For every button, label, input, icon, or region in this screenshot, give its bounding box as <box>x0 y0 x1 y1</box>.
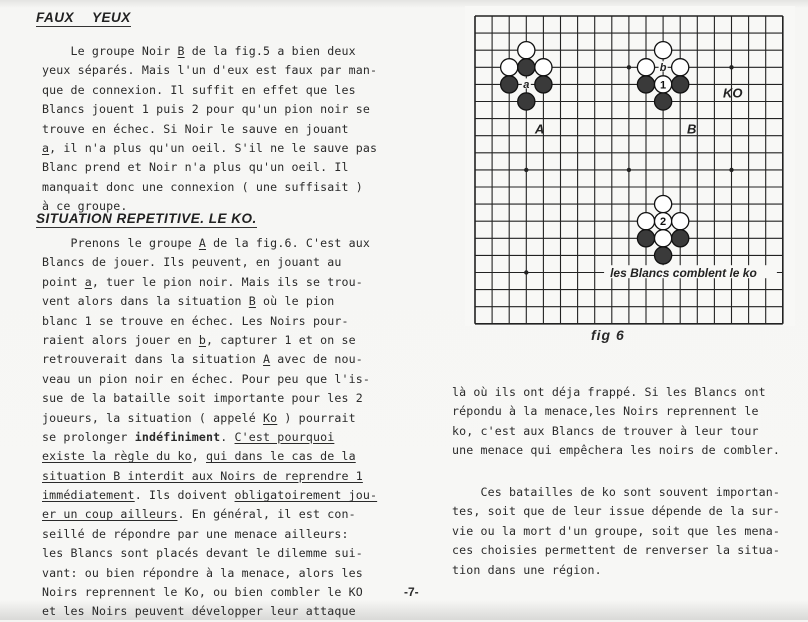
text-line <box>42 544 377 563</box>
text-line <box>42 602 377 621</box>
text-run: Prenons le groupe <box>42 236 199 250</box>
black-stone <box>655 93 672 110</box>
diagram-annotation: KO <box>722 85 743 101</box>
text-run: les Blancs sont placés devant le dilemme sui- <box>42 546 363 561</box>
text-run: vie ou la mort d'un groupe, soit que les mena- <box>452 523 780 538</box>
text-line <box>42 389 377 408</box>
diagram-annotation: A <box>534 121 545 137</box>
text-run: que de connexion. Il suffit en effet que les <box>42 82 356 97</box>
text-line <box>42 253 377 272</box>
text-run: yeux séparés. Mais l'un d'eux est faux par man- <box>42 63 378 78</box>
diagram-annotation: B <box>687 121 697 137</box>
text-line <box>452 483 780 502</box>
text-line <box>42 428 377 447</box>
star-point <box>627 168 631 172</box>
paragraph-ko-explanation <box>42 234 377 622</box>
text-run: retrouverait dans la situation <box>42 352 264 367</box>
text-run: raient alors jouer en <box>42 332 199 347</box>
black-stone <box>637 76 654 93</box>
text-line <box>452 522 780 541</box>
text-run: , il n'a plus qu'un oeil. S'il ne le sauve pas <box>49 140 378 155</box>
go-board-diagram <box>465 6 795 326</box>
black-stone <box>672 230 689 247</box>
text-line <box>42 292 377 311</box>
underlined-text: B <box>248 294 256 309</box>
text-run: . En général, il est con- <box>177 507 356 522</box>
text-run: manquait donc une connexion ( une suffisait ) <box>42 179 363 194</box>
black-stone <box>655 247 672 264</box>
diagram-annotation: les Blancs comblent le ko <box>610 266 757 281</box>
text-run: , capturer 1 et on se <box>206 332 356 347</box>
star-point <box>729 65 733 69</box>
underlined-text: A <box>263 352 271 367</box>
text-run: Blancs de jouer. Ils peuvent, en jouant au <box>42 255 342 270</box>
text-line <box>452 541 780 560</box>
text-run: point <box>42 274 85 289</box>
text-run: veau un pion noir en échec. Pour peu que l'is- <box>42 371 370 386</box>
heading-situation-repetitive <box>36 211 257 226</box>
underlined-text: C'est pourquoi <box>234 429 335 444</box>
point-label-a: a <box>523 78 530 91</box>
underlined-text: b <box>198 332 207 347</box>
text-run: vent alors dans la situation <box>42 294 249 309</box>
text-line <box>452 441 780 460</box>
black-stone <box>637 230 654 247</box>
text-run: . Ils doivent <box>134 488 235 503</box>
underlined-text: qui dans le cas de la <box>206 449 356 464</box>
text-line <box>42 331 377 350</box>
text-line <box>42 120 377 139</box>
text-line <box>42 583 377 602</box>
text-run: , <box>191 449 206 464</box>
paragraph-ko-continued <box>452 383 780 461</box>
text-run: Le groupe Noir <box>42 44 178 58</box>
underlined-text: situation B interdit aux Noirs de reprendre 1 <box>42 468 363 483</box>
text-line <box>42 234 377 253</box>
text-line <box>42 312 377 331</box>
text-line <box>452 502 780 521</box>
text-line <box>42 447 377 466</box>
text-line <box>42 370 377 389</box>
star-point <box>524 168 528 172</box>
text-line <box>452 402 780 421</box>
text-line <box>42 139 377 158</box>
point-label-b: b <box>659 61 667 74</box>
text-run: où le pion <box>255 294 335 309</box>
black-stone <box>535 76 552 93</box>
text-run: tion dans une région. <box>452 562 602 577</box>
black-stone <box>518 59 535 76</box>
heading-faux-yeux <box>36 10 131 25</box>
underlined-text: immédiatement <box>42 488 135 503</box>
stone-number-label: 1 <box>660 79 667 92</box>
text-run: sue de la bataille soit importante pour les 2 <box>42 391 363 406</box>
text-line <box>42 100 377 119</box>
paragraph-ko-battles <box>452 483 780 580</box>
text-run: et les Noirs peuvent développer leur attaque <box>42 604 356 619</box>
white-stone <box>655 196 672 213</box>
text-run: tes, soit que de leur issue dépende de la sur- <box>452 504 780 519</box>
white-stone <box>672 213 689 230</box>
text-line <box>42 409 377 428</box>
text-line <box>42 178 377 197</box>
text-run: Blanc prend et Noir n'a plus qu'un oeil. Il <box>42 160 349 175</box>
text-line <box>42 81 377 100</box>
text-run: trouve en échec. Si Noir le sauve en jouant <box>42 121 349 136</box>
text-run: Noirs reprennent le Ko, ou bien combler le KO <box>42 585 363 600</box>
underlined-text: a <box>42 140 50 155</box>
text-run: de la fig.6. C'est aux <box>206 236 371 250</box>
white-stone <box>637 59 654 76</box>
text-run: là où ils ont déja frappé. Si les Blancs ont <box>452 385 766 399</box>
underlined-text: Ko <box>263 410 278 425</box>
text-run: de la fig.5 a bien deux <box>184 44 356 58</box>
text-run: répondu à la menace,les Noirs reprennent le <box>452 404 759 419</box>
text-run: . <box>220 429 235 444</box>
text-run: indéfiniment <box>134 429 221 444</box>
white-stone <box>637 213 654 230</box>
text-line <box>42 564 377 583</box>
text-run: avec de nou- <box>270 352 363 367</box>
text-run: blanc 1 se trouve en échec. Les Noirs pour- <box>42 313 349 328</box>
white-stone <box>655 230 672 247</box>
text-line <box>452 383 780 402</box>
text-line <box>42 525 377 544</box>
text-line <box>42 61 377 80</box>
text-run: se prolonger <box>42 429 135 444</box>
text-line <box>42 505 377 524</box>
white-stone <box>672 59 689 76</box>
text-line <box>452 561 780 580</box>
white-stone <box>518 42 535 59</box>
star-point <box>627 65 631 69</box>
underlined-text: A <box>198 236 207 250</box>
black-stone <box>501 76 518 93</box>
stone-number-label: 2 <box>660 216 667 229</box>
text-line <box>42 42 377 61</box>
paragraph-faux-yeux <box>42 42 377 217</box>
text-run: vant: ou bien répondre à la menace, alors les <box>42 565 363 580</box>
text-run: , tuer le pion noir. Mais ils se trou- <box>91 274 363 289</box>
text-line <box>42 158 377 177</box>
white-stone <box>655 42 672 59</box>
text-line <box>42 273 377 292</box>
text-run: ces choisies permettent de renverser la situa- <box>452 543 780 558</box>
heading-situation-repetitive-text: SITUATION REPETITIVE. LE KO. <box>36 211 257 226</box>
text-line <box>42 350 377 369</box>
text-run: seillé de répondre par une menace ailleurs: <box>42 526 349 541</box>
underlined-text: existe la règle du ko <box>42 449 192 464</box>
star-point <box>524 270 528 274</box>
star-point <box>729 168 733 172</box>
black-stone <box>672 76 689 93</box>
black-stone <box>518 93 535 110</box>
heading-faux-yeux-text: FAUX YEUX <box>36 10 131 25</box>
underlined-text: a <box>84 274 92 289</box>
text-run: joueurs, la situation ( appelé <box>42 410 264 425</box>
text-line <box>42 486 377 505</box>
text-line <box>42 467 377 486</box>
underlined-text: B <box>177 44 185 58</box>
figure-caption: fig 6 <box>591 327 625 343</box>
text-run: une menace qui empêchera les noirs de combler. <box>452 443 780 458</box>
text-run: Ces batailles de ko sont souvent importan- <box>452 485 780 499</box>
text-run: ko, c'est aux Blancs de trouver à leur tour <box>452 423 759 438</box>
text-run: à ce groupe. <box>42 199 128 214</box>
text-run: Blancs jouent 1 puis 2 pour qu'un pion noir se <box>42 102 370 117</box>
text-run: ) pourrait <box>277 410 356 425</box>
text-line <box>452 422 780 441</box>
underlined-text: obligatoirement jou- <box>234 488 378 503</box>
underlined-text: er un coup ailleurs <box>42 507 178 522</box>
page-number: -7- <box>404 585 419 599</box>
white-stone <box>501 59 518 76</box>
white-stone <box>535 59 552 76</box>
